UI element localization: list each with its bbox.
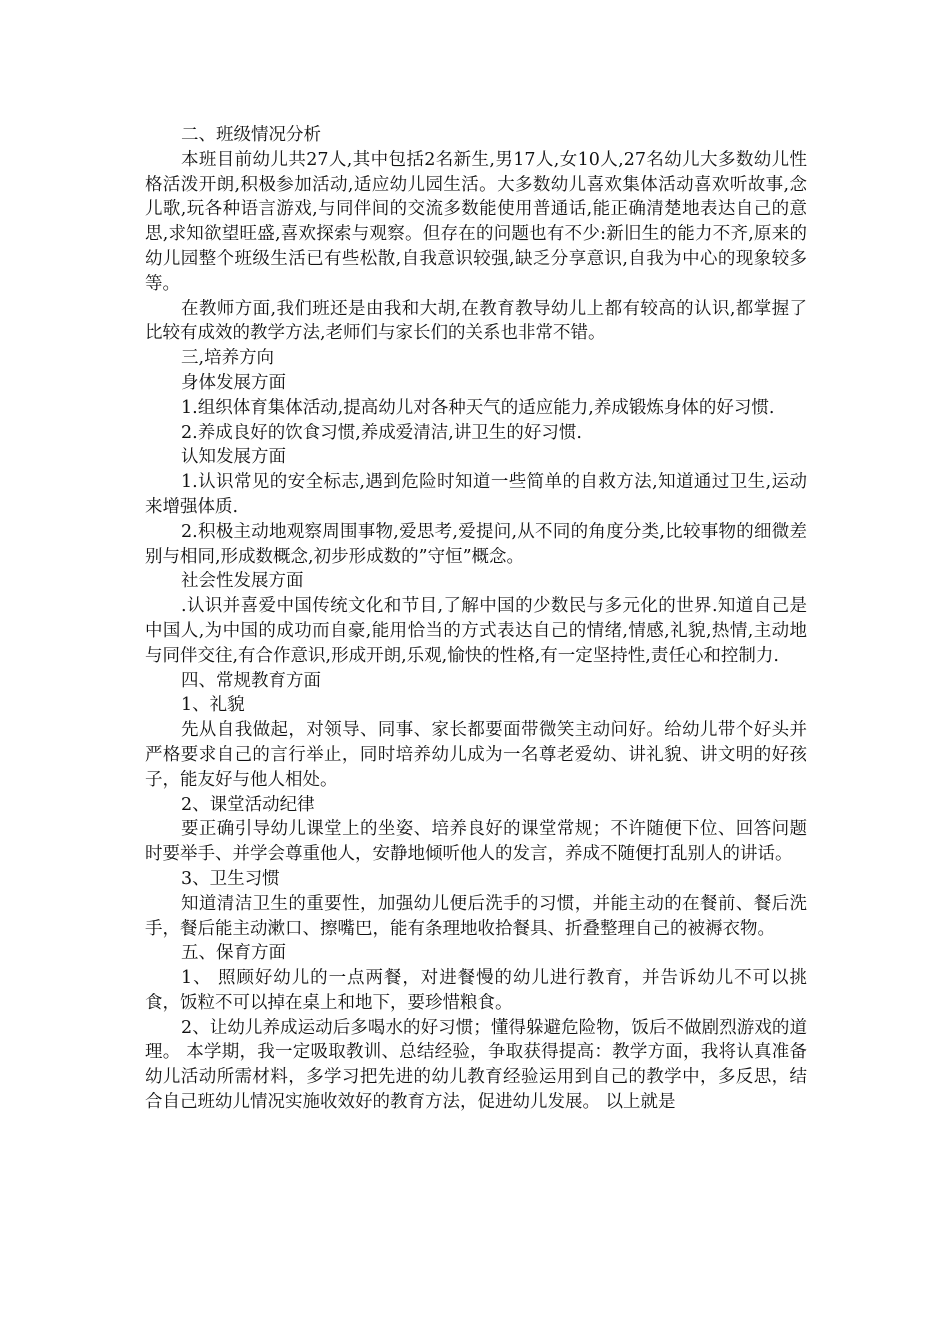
paragraph-social: .认识并喜爱中国传统文化和节目,了解中国的少数民与多元化的世界.知道自己是中国人,为中国的成功而自豪,能用恰当的方式表达自己的情绪,情感,礼貌,热情,主动地与同伴交往,有合作意识,形成开朗,乐观,愉快的性格,有一定坚持性,责任心和控制力. [145, 596, 807, 666]
subheading-classroom-discipline: 2、课堂活动纪律 [181, 794, 315, 815]
list-item: 1.组织体育集体活动,提高幼儿对各种天气的适应能力,养成锻炼身体的好习惯. [181, 397, 775, 418]
paragraph-classroom-discipline: 要正确引导幼儿课堂上的坐姿、培养良好的课堂常规；不许随便下位、回答问题时要举手、并学会尊重他人，安静地倾听他人的发言，养成不随便打乱别人的讲话。 [145, 819, 807, 865]
paragraph-teachers: 在教师方面,我们班还是由我和大胡,在教育教导幼儿上都有较高的认识,都掌握了比较有成效的教学方法,老师们与家长们的关系也非常不错。 [145, 298, 807, 344]
list-item: 2.积极主动地观察周围事物,爱思考,爱提问,从不同的角度分类,比较事物的细微差别与相同,形成数概念,初步形成数的”守恒”概念。 [145, 521, 807, 567]
section-heading-training-direction: 三,培养方向 [181, 348, 275, 369]
list-item: 1、 照顾好幼儿的一点两餐，对进餐慢的幼儿进行教育，并告诉幼儿不可以挑食，饭粒不可以掉在桌上和地下，要珍惜粮食。 [145, 968, 807, 1013]
subheading-manners: 1、礼貌 [181, 695, 245, 716]
section-heading-care: 五、保育方面 [181, 943, 286, 964]
subheading-hygiene: 3、卫生习惯 [181, 868, 280, 889]
paragraph-hygiene: 知道清洁卫生的重要性，加强幼儿便后洗手的习惯，并能主动的在餐前、餐后洗手，餐后能主动漱口、擦嘴巴，能有条理地收拾餐具、折叠整理自己的被褥衣物。 [145, 893, 807, 939]
list-item: 2、让幼儿养成运动后多喝水的好习惯；懂得躲避危险物，饭后不做剧烈游戏的道理。 本学期，我一定吸取教训、总结经验，争取获得提高：教学方面，我将认真准备幼儿活动所需材料，多学习把先进的幼儿教育经验运用到自己的教学中，多反思，结合自己班幼儿情况实施收效好的教育方法，促进幼儿发展。 以上就是 [145, 1017, 807, 1113]
subheading-cognitive-development: 认知发展方面 [181, 447, 286, 468]
paragraph-manners: 先从自我做起，对领导、同事、家长都要面带微笑主动问好。给幼儿带个好头并严格要求自己的言行举止，同时培养幼儿成为一名尊老爱幼、讲礼貌、讲文明的好孩子，能友好与他人相处。 [145, 720, 807, 790]
section-heading-routine-education: 四、常规教育方面 [181, 670, 321, 691]
document-body [145, 123, 807, 1115]
list-item: 1.认识常见的安全标志,遇到危险时知道一些简单的自救方法,知道通过卫生,运动来增强体质. [145, 472, 807, 517]
list-item: 2.养成良好的饮食习惯,养成爱清洁,讲卫生的好习惯. [181, 422, 582, 443]
section-heading-class-analysis: 二、班级情况分析 [181, 125, 321, 145]
paragraph-class-overview: 本班目前幼儿共27人,其中包括2名新生,男17人,女10人,27名幼儿大多数幼儿性格活泼开朗,积极参加活动,适应幼儿园生活。大多数幼儿喜欢集体活动喜欢听故事,念儿歌,玩各种语言游戏,与同伴间的交流多数能使用普通话,能正确清楚地表达自己的意思,求知欲望旺盛,喜欢探索与观察。但存在的问题也有不少:新旧生的能力不齐,原来的幼儿园整个班级生活已有些松散,自我意识较强,缺乏分享意识,自我为中心的现象较多等。 [145, 149, 807, 294]
subheading-physical-development: 身体发展方面 [181, 372, 286, 393]
subheading-social-development: 社会性发展方面 [181, 571, 304, 592]
